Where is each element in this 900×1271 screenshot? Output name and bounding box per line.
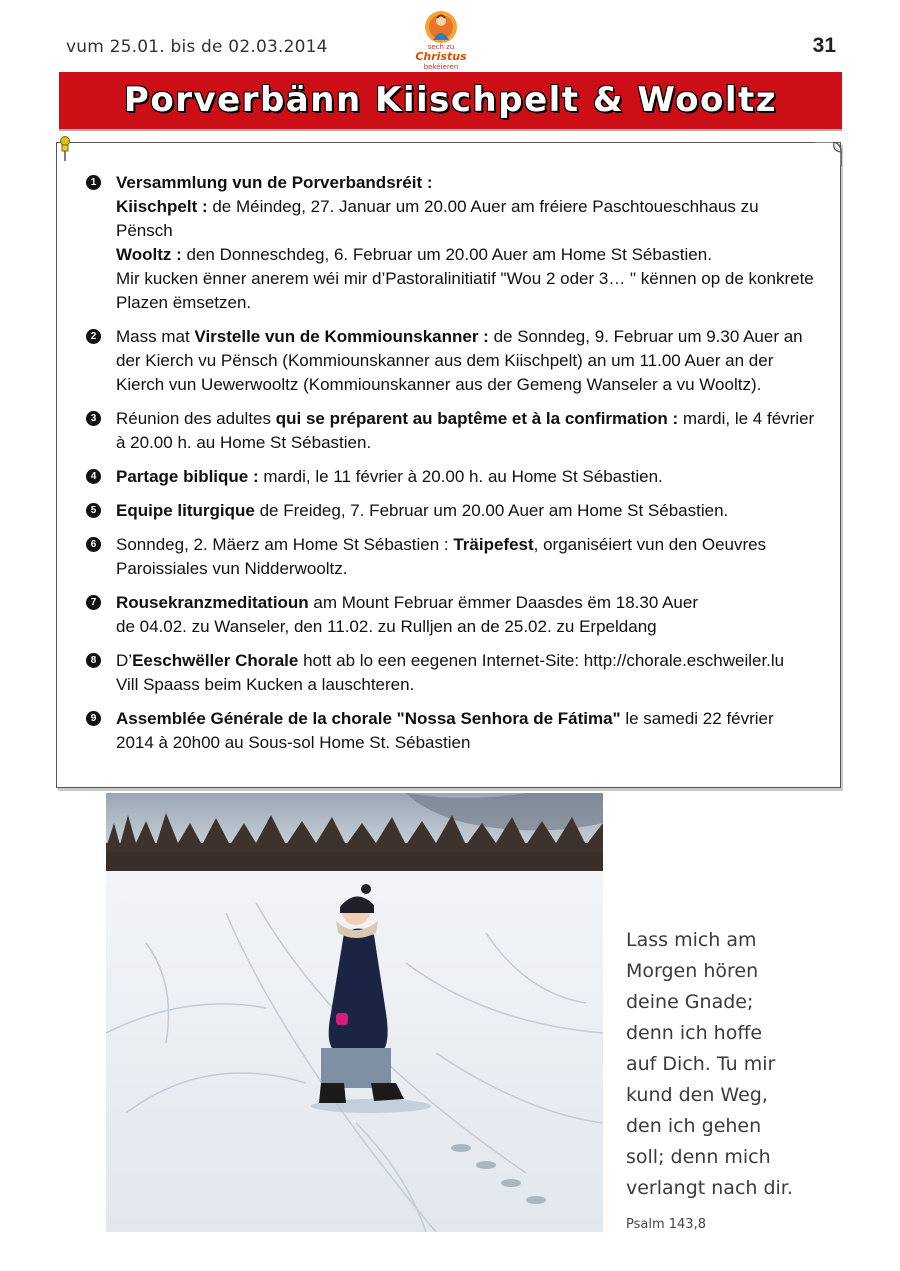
body-text: de Freideg, 7. Februar um 20.00 Auer am Home St Sébastien.: [254, 501, 729, 520]
announcement-line: [116, 243, 816, 267]
announcement-item: [90, 533, 816, 581]
bold-text: Virstelle vun de Kommiounskanner :: [194, 327, 489, 346]
quote-line: auf Dich. Tu mir: [626, 1053, 776, 1075]
announcement-line: [116, 707, 816, 755]
announcement-line: [116, 267, 816, 315]
announcement-line: [116, 195, 816, 243]
bold-text: Partage biblique :: [116, 467, 259, 486]
announcement-line: [116, 499, 816, 523]
body-text: le samedi 22 février 2014 à 20h00 au Sous-sol Home St. Sébastien: [116, 709, 774, 752]
body-text: am Mount Februar ëmmer Daasdes ëm 18.30 Auer: [308, 593, 698, 612]
section-banner: [59, 72, 842, 129]
quote-line: soll; denn mich: [626, 1146, 771, 1168]
body-text: Mir kucken ënner anerem wéi mir d’Pastoralinitiatif "Wou 2 oder 3… " kënnen op de konkrete Plazen ëmsetzen.: [116, 269, 814, 312]
bold-text: Versammlung vun de Porverbandsréit :: [116, 173, 433, 192]
numbered-bullet-icon: 9: [86, 711, 101, 726]
child-on-ice-image: [106, 793, 603, 1232]
bold-text: Equipe liturgique: [116, 501, 255, 520]
numbered-bullet-icon: 5: [86, 503, 101, 518]
announcement-list: [90, 171, 816, 765]
quote-line: den ich gehen: [626, 1115, 762, 1137]
announcement-item: [90, 171, 816, 315]
announcement-item: [90, 465, 816, 489]
winter-photo: [106, 793, 603, 1232]
announcement-item: [90, 591, 816, 639]
quote-line: verlangt nach dir.: [626, 1177, 793, 1199]
body-text: mardi, le 11 février à 20.00 h. au Home St Sébastien.: [258, 467, 663, 486]
quote-line: Morgen hören: [626, 960, 759, 982]
numbered-bullet-icon: 2: [86, 329, 101, 344]
announcement-line: [116, 591, 816, 615]
pushpin-icon: [56, 136, 74, 162]
announcement-item: [90, 407, 816, 455]
body-text: de Sonndeg, 9. Februar um 9.30 Auer an der Kierch vu Pënsch (Kommiounskanner aus dem Kiischpelt) an um 11.00 Auer an der Kierch vun Uewerwooltz (Kommiounskanner aus der Gemeng Wanseler a vu Wooltz).: [116, 327, 803, 394]
body-text: de 04.02. zu Wanseler, den 11.02. zu Rulljen an de 25.02. zu Erpeldang: [116, 617, 657, 636]
logo: [408, 10, 474, 72]
announcement-line: [116, 171, 816, 195]
announcement-item: [90, 707, 816, 755]
bold-text: qui se préparent au baptême et à la confirmation :: [275, 409, 679, 428]
bold-text: Eeschwëller Chorale: [132, 651, 299, 670]
announcement-line: [116, 649, 816, 673]
body-text: Réunion des adultes: [116, 409, 276, 428]
bold-text: Kiischpelt :: [116, 197, 208, 216]
header-date: vum 25.01. bis de 02.03.2014: [66, 37, 328, 57]
quote-line: denn ich hoffe: [626, 1022, 763, 1044]
announcement-line: [116, 673, 816, 697]
announcement-line: [116, 407, 816, 455]
announcement-line: [116, 533, 816, 581]
numbered-bullet-icon: 6: [86, 537, 101, 552]
banner-title: Porverbänn Kiischpelt & Wooltz: [123, 80, 778, 120]
bold-text: Wooltz :: [116, 245, 182, 264]
announcement-line: [116, 325, 816, 397]
body-text: mardi, le 4 février à 20.00 h. au Home St Sébastien.: [116, 409, 815, 452]
psalm-quote: [626, 925, 856, 1204]
quote-line: Lass mich am: [626, 929, 757, 951]
page-curl-icon: [814, 142, 842, 166]
quote-line: deine Gnade;: [626, 991, 754, 1013]
logo-line2: Christus: [415, 50, 467, 63]
announcement-item: [90, 499, 816, 523]
announcement-item: [90, 325, 816, 397]
psalm-source: Psalm 143,8: [626, 1217, 706, 1232]
bold-text: Assemblée Générale de la chorale "Nossa Senhora de Fátima": [116, 709, 621, 728]
announcement-line: [116, 615, 816, 639]
body-text: de Méindeg, 27. Januar um 20.00 Auer am fréiere Paschtoueschhaus zu Pënsch: [116, 197, 759, 240]
bold-text: Rousekranzmeditatioun: [116, 593, 309, 612]
body-text: Mass mat: [116, 327, 195, 346]
numbered-bullet-icon: 7: [86, 595, 101, 610]
numbered-bullet-icon: 1: [86, 175, 101, 190]
numbered-bullet-icon: 4: [86, 469, 101, 484]
body-text: , organiséiert vun den Oeuvres Paroissiales vun Nidderwooltz.: [116, 535, 767, 578]
announcement-line: [116, 465, 816, 489]
numbered-bullet-icon: 3: [86, 411, 101, 426]
body-text: hott ab lo een eegenen Internet-Site: http://chorale.eschweiler.lu: [298, 651, 785, 670]
logo-line3: bekéieren: [423, 63, 459, 71]
bold-text: Träipefest: [453, 535, 534, 554]
page-number: 31: [812, 34, 836, 57]
logo-christ-icon: [414, 10, 468, 44]
body-text: Sonndeg, 2. Mäerz am Home St Sébastien :: [116, 535, 454, 554]
body-text: den Donneschdeg, 6. Februar um 20.00 Auer am Home St Sébastien.: [181, 245, 712, 264]
body-text: D’: [116, 651, 133, 670]
quote-line: kund den Weg,: [626, 1084, 768, 1106]
logo-line1: sech zu: [427, 43, 455, 51]
announcement-item: [90, 649, 816, 697]
body-text: Vill Spaass beim Kucken a lauschteren.: [116, 675, 415, 694]
numbered-bullet-icon: 8: [86, 653, 101, 668]
